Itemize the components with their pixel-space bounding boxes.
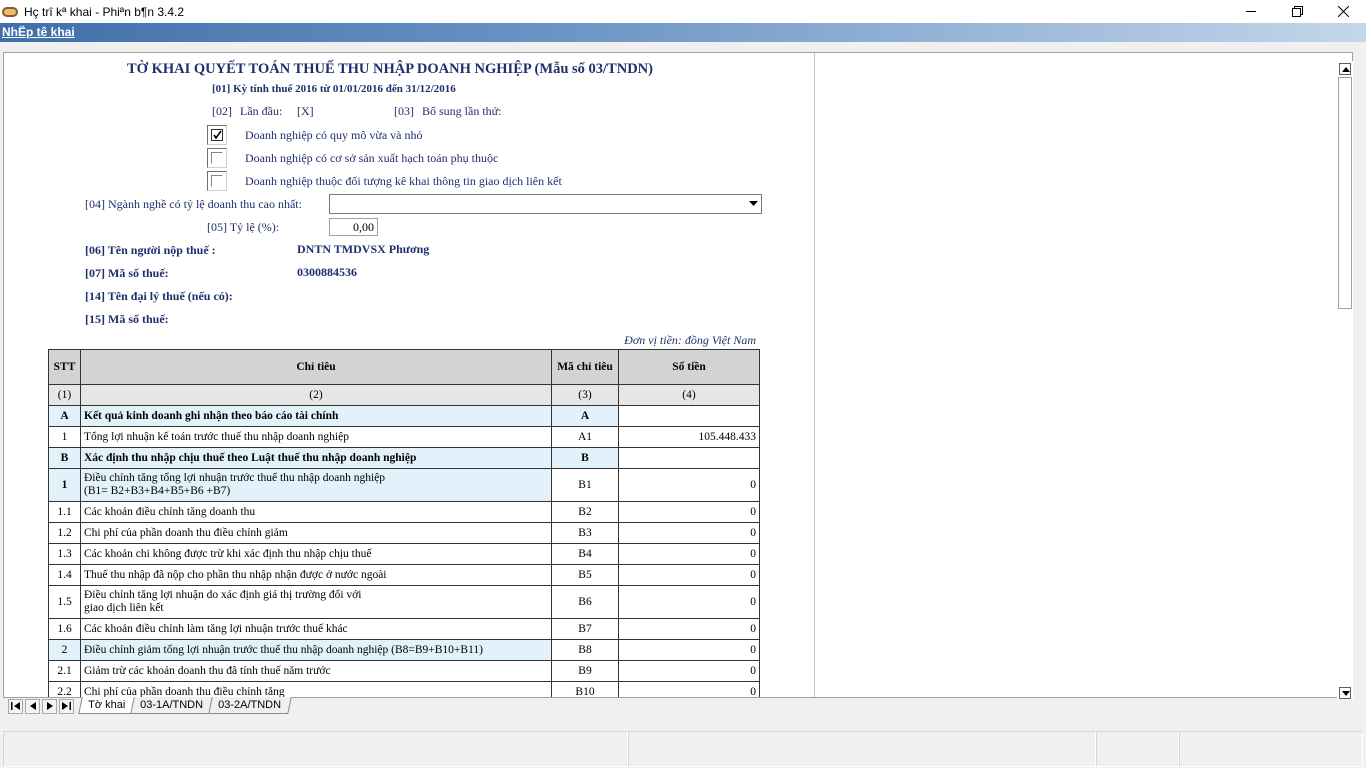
row-amount[interactable]: 0: [619, 586, 760, 619]
row-desc: Các khoản điều chỉnh tăng doanh thu: [81, 502, 552, 523]
header-code: Mã chỉ tiêu: [552, 350, 619, 385]
status-cell: [628, 731, 1096, 767]
numbering-cell: (2): [81, 385, 552, 406]
first-time-value: [X]: [297, 104, 314, 118]
rate-input[interactable]: 0,00: [329, 218, 378, 236]
menu-nhap-to-khai[interactable]: NhËp tê khai: [2, 25, 75, 39]
app-icon: [2, 5, 18, 19]
row-desc: Chi phí của phần doanh thu điều chỉnh giảm: [81, 523, 552, 544]
row-code: B2: [552, 502, 619, 523]
tab-label: 03-1A/TNDN: [140, 699, 204, 711]
checkbox-related-party-label: Doanh nghiệp thuộc đối tượng kê khai thông tin giao dịch liên kết: [245, 174, 562, 188]
minimize-icon: [1246, 6, 1257, 17]
row-desc: Giảm trừ các khoản doanh thu đã tính thuế năm trước: [81, 661, 552, 682]
row-amount[interactable]: 0: [619, 682, 760, 698]
scrollbar-thumb[interactable]: [1338, 77, 1352, 309]
table-row: [49, 427, 760, 448]
table-row: [49, 448, 760, 469]
close-button[interactable]: [1320, 0, 1366, 23]
numbering-cell: (4): [619, 385, 760, 406]
sheet-navigation: [8, 697, 76, 715]
previous-icon: [30, 702, 36, 710]
next-sheet-button[interactable]: [42, 699, 57, 714]
row-desc: Các khoản điều chỉnh làm tăng lợi nhuận trước thuế khác: [81, 619, 552, 640]
row-code: B8: [552, 640, 619, 661]
header-indicator: Chỉ tiêu: [81, 350, 552, 385]
checkbox-dependent-unit-label: Doanh nghiệp có cơ sở sản xuất hạch toán phụ thuộc: [245, 151, 499, 165]
last-icon: [62, 702, 71, 710]
checkmark-icon: [209, 127, 225, 143]
status-cell: [1179, 731, 1363, 767]
taxcode-label: [07] Mã số thuế:: [85, 266, 169, 280]
row-code: B6: [552, 586, 619, 619]
row-stt: 2.1: [49, 661, 81, 682]
table-row: [49, 640, 760, 661]
tax-form-page: [4, 53, 815, 697]
row-desc: Điều chỉnh tăng tổng lợi nhuận trước thuế thu nhập doanh nghiệp (B1= B2+B3+B4+B5+B6 +B7): [81, 469, 552, 502]
document-frame: [3, 52, 1353, 698]
row-stt: 2: [49, 640, 81, 661]
row-stt: 1.3: [49, 544, 81, 565]
rate-label: [05] Tỷ lệ (%):: [207, 220, 280, 234]
row-desc: Điều chỉnh giảm tổng lợi nhuận trước thuế thu nhập doanh nghiệp (B8=B9+B10+B11): [81, 640, 552, 661]
scroll-down-button[interactable]: [1339, 687, 1351, 699]
status-cell: [1096, 731, 1179, 767]
checkbox-dependent-unit[interactable]: [207, 148, 227, 168]
first-icon: [11, 702, 20, 710]
row-stt: 1.6: [49, 619, 81, 640]
row-desc: Điều chỉnh tăng lợi nhuận do xác định giá thị trường đối với giao dịch liên kết: [81, 586, 552, 619]
row-code: B7: [552, 619, 619, 640]
row-desc: Chi phí của phần doanh thu điều chỉnh tăng: [81, 682, 552, 698]
row-stt: 1.4: [49, 565, 81, 586]
row-stt: 1: [49, 469, 81, 502]
row-stt: 1.5: [49, 586, 81, 619]
currency-unit: Đơn vị tiền: đồng Việt Nam: [624, 333, 756, 347]
taxpayer-label: [06] Tên người nộp thuế :: [85, 243, 216, 257]
next-icon: [47, 702, 53, 710]
row-desc: Kết quả kinh doanh ghi nhận theo báo cáo tài chính: [81, 406, 552, 427]
row-stt: 2.2: [49, 682, 81, 698]
row-desc: Các khoản chi không được trừ khi xác định thu nhập chịu thuế: [81, 544, 552, 565]
tab-03-1a-tndn[interactable]: [130, 697, 214, 714]
row-code: B: [552, 448, 619, 469]
row-stt: A: [49, 406, 81, 427]
arrow-up-icon: [1342, 67, 1350, 72]
table-row: [49, 565, 760, 586]
status-bar: [3, 731, 1363, 767]
minimize-button[interactable]: [1228, 0, 1274, 23]
row-stt: 1.2: [49, 523, 81, 544]
chevron-down-icon: [749, 201, 758, 207]
indicator-table: [48, 349, 760, 697]
header-amount: Số tiền: [619, 350, 760, 385]
industry-select[interactable]: [329, 194, 762, 214]
numbering-cell: (1): [49, 385, 81, 406]
row-desc: Xác định thu nhập chịu thuế theo Luật thuế thu nhập doanh nghiệp: [81, 448, 552, 469]
window-title: Hç trî kª khai - Phiªn b¶n 3.4.2: [24, 4, 185, 19]
row-code: B10: [552, 682, 619, 698]
row-amount[interactable]: 0: [619, 523, 760, 544]
table-row: [49, 406, 760, 427]
header-stt: STT: [49, 350, 81, 385]
row-amount: 0: [619, 640, 760, 661]
row-amount: 0: [619, 469, 760, 502]
restore-button[interactable]: [1274, 0, 1320, 23]
tax-period: [01] Kỳ tính thuế 2016 từ 01/01/2016 đến 31/12/2016: [212, 83, 456, 95]
agent-label: [14] Tên đại lý thuế (nếu có):: [85, 289, 233, 303]
numbering-cell: (3): [552, 385, 619, 406]
previous-sheet-button[interactable]: [25, 699, 40, 714]
tab-03-2a-tndn[interactable]: [208, 697, 292, 714]
supplement-code: [03]: [394, 104, 414, 118]
row-stt: 1.1: [49, 502, 81, 523]
row-code: A1: [552, 427, 619, 448]
industry-label: [04] Ngành nghề có tỷ lệ doanh thu cao nhất:: [85, 197, 302, 211]
tab-to-khai[interactable]: [78, 697, 136, 714]
client-area: [0, 42, 1366, 768]
scroll-up-button[interactable]: [1339, 63, 1351, 75]
row-code: B1: [552, 469, 619, 502]
table-row: [49, 502, 760, 523]
taxpayer-value: DNTN TMDVSX Phương: [297, 242, 430, 256]
row-amount[interactable]: 0: [619, 619, 760, 640]
title-bar: [0, 0, 1366, 23]
row-amount[interactable]: 0: [619, 661, 760, 682]
row-stt: B: [49, 448, 81, 469]
row-code: A: [552, 406, 619, 427]
row-code: B9: [552, 661, 619, 682]
close-icon: [1338, 6, 1349, 17]
table-row: [49, 661, 760, 682]
row-amount[interactable]: 105.448.433: [619, 427, 760, 448]
checkbox-sme-label: Doanh nghiệp có quy mô vừa và nhỏ: [245, 128, 423, 142]
row-code: B5: [552, 565, 619, 586]
taxcode-value: 0300884536: [297, 265, 357, 279]
window-controls: [1228, 0, 1366, 23]
table-row: [49, 469, 760, 502]
row-desc: Tổng lợi nhuận kế toán trước thuế thu nhập doanh nghiệp: [81, 427, 552, 448]
first-time-code: [02]: [212, 104, 232, 118]
agent-taxcode-label: [15] Mã số thuế:: [85, 312, 169, 326]
table-row: [49, 586, 760, 619]
row-stt: 1: [49, 427, 81, 448]
table-row: [49, 523, 760, 544]
tab-label: 03-2A/TNDN: [218, 699, 282, 711]
table-header-row: [49, 350, 760, 385]
first-sheet-button[interactable]: [8, 699, 23, 714]
row-amount[interactable]: 0: [619, 565, 760, 586]
checkbox-related-party[interactable]: [207, 171, 227, 191]
row-code: B4: [552, 544, 619, 565]
status-cell: [3, 731, 628, 767]
restore-icon: [1292, 6, 1303, 17]
row-amount: [619, 406, 760, 427]
tab-label: Tờ khai: [88, 699, 126, 711]
first-time-label: Lần đầu:: [240, 104, 283, 118]
menu-bar: [0, 23, 1366, 42]
checkbox-sme[interactable]: [207, 125, 227, 145]
form-title: TỜ KHAI QUYẾT TOÁN THUẾ THU NHẬP DOANH NGHIỆP (Mẫu số 03/TNDN): [127, 61, 653, 77]
last-sheet-button[interactable]: [59, 699, 74, 714]
table-row: [49, 619, 760, 640]
row-amount: [619, 448, 760, 469]
supplement-label: Bổ sung lần thứ:: [422, 104, 502, 118]
row-amount[interactable]: 0: [619, 502, 760, 523]
table-row: [49, 682, 760, 698]
table-row: [49, 544, 760, 565]
row-desc: Thuế thu nhập đã nộp cho phần thu nhập nhận được ở nước ngoài: [81, 565, 552, 586]
table-numbering-row: [49, 385, 760, 406]
vertical-scrollbar[interactable]: [1337, 61, 1353, 699]
arrow-down-icon: [1342, 691, 1350, 696]
sheet-tabs: [80, 697, 288, 715]
row-amount[interactable]: 0: [619, 544, 760, 565]
row-code: B3: [552, 523, 619, 544]
